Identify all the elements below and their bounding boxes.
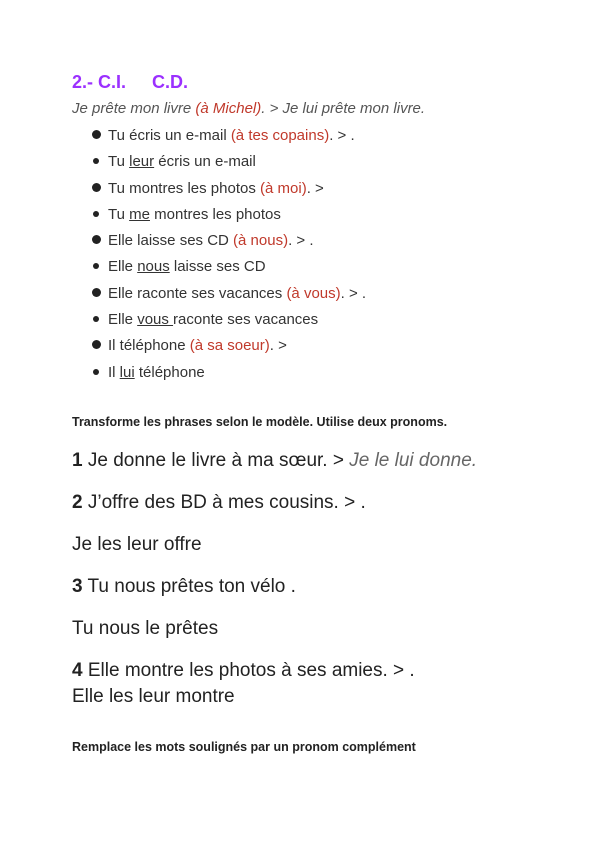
exercise-2-answer: Je les leur offre	[72, 534, 202, 555]
bullet-icon	[93, 158, 99, 164]
bullet-icon	[93, 369, 99, 375]
item-text-end: . > .	[329, 127, 355, 144]
exercise-3	[72, 576, 296, 598]
list-item	[92, 150, 366, 176]
item-text: Tu montres les photos	[108, 179, 261, 197]
item-text: Tu	[108, 205, 130, 223]
item-text: Elle raconte ses vacances	[108, 284, 287, 302]
bullet-icon	[93, 263, 99, 269]
item-pronoun: lui	[119, 363, 135, 381]
bullet-icon	[92, 340, 101, 349]
item-text-end: . >	[306, 179, 324, 197]
item-text-end: montres les photos	[149, 205, 281, 223]
item-pronoun: nous	[137, 258, 170, 276]
exercise-text: Tu nous prêtes ton vélo .	[82, 576, 296, 597]
exercise-1	[72, 450, 477, 472]
bullet-icon	[92, 235, 101, 244]
item-complement: (à vous)	[286, 284, 341, 302]
list-item	[92, 124, 366, 150]
instruction-transform: Transforme les phrases selon le modèle. Utilise deux pronoms.	[72, 415, 448, 429]
item-complement: (à sa soeur)	[189, 337, 270, 355]
item-complement: (à moi)	[260, 179, 307, 197]
list-item	[92, 334, 366, 360]
example-before: Je prête mon livre	[72, 100, 196, 117]
item-text: Elle	[108, 258, 138, 276]
item-complement: (à tes copains)	[230, 127, 330, 144]
bullet-icon	[93, 316, 99, 322]
list-item	[92, 361, 366, 387]
item-pronoun: me	[129, 205, 150, 223]
exercise-2	[72, 492, 366, 514]
heading-cd: C.D.	[152, 72, 189, 92]
instruction-replace: Remplace les mots soulignés par un pronom complément	[72, 740, 416, 754]
item-text-end: téléphone	[134, 363, 205, 381]
item-text: Elle	[108, 311, 138, 329]
section-heading	[72, 72, 188, 93]
exercise-number: 1	[72, 450, 83, 471]
item-text-end: . >	[269, 337, 287, 355]
list-item	[92, 255, 366, 281]
item-pronoun: vous	[137, 311, 174, 329]
exercise-text: J’offre des BD à mes cousins. > .	[82, 492, 366, 513]
item-text-end: . > .	[340, 284, 367, 302]
item-text: Il	[108, 363, 120, 381]
item-text: Tu	[108, 153, 130, 171]
bullet-icon	[93, 211, 99, 217]
exercise-3-answer: Tu nous le prêtes	[72, 618, 219, 639]
bullet-icon	[92, 130, 101, 139]
list-item	[92, 177, 366, 203]
exercise-number: 2	[72, 492, 83, 513]
example-after: . > Je lui prête mon livre.	[261, 100, 426, 117]
bullet-list	[92, 124, 366, 387]
exercise-4-answer: Elle les leur montre	[72, 686, 235, 707]
bullet-icon	[92, 183, 101, 192]
example-complement: (à Michel)	[195, 100, 262, 117]
item-text-end: . > .	[288, 232, 314, 250]
item-text: Elle laisse ses CD	[108, 232, 234, 250]
item-pronoun: leur	[129, 153, 155, 171]
exercise-text: Je donne le livre à ma sœur. >	[82, 450, 350, 471]
model-example	[72, 100, 425, 117]
bullet-icon	[92, 288, 101, 297]
item-complement: (à nous)	[233, 232, 289, 250]
list-item	[92, 308, 366, 334]
exercise-number: 4	[72, 660, 83, 681]
heading-ci: 2.- C.I.	[72, 72, 127, 92]
exercise-4	[72, 660, 415, 682]
exercise-text: Elle montre les photos à ses amies. > .	[82, 660, 415, 681]
list-item	[92, 229, 366, 255]
item-text-end: écris un e-mail	[154, 153, 256, 171]
item-text: Tu écris un e-mail	[108, 127, 231, 144]
list-item	[92, 203, 366, 229]
exercise-model-answer: Je le lui donne.	[349, 450, 478, 471]
item-text-end: laisse ses CD	[169, 258, 266, 276]
item-text: Il téléphone	[108, 337, 190, 355]
exercise-number: 3	[72, 576, 83, 597]
list-item	[92, 282, 366, 308]
item-text-end: raconte ses vacances	[173, 311, 319, 329]
